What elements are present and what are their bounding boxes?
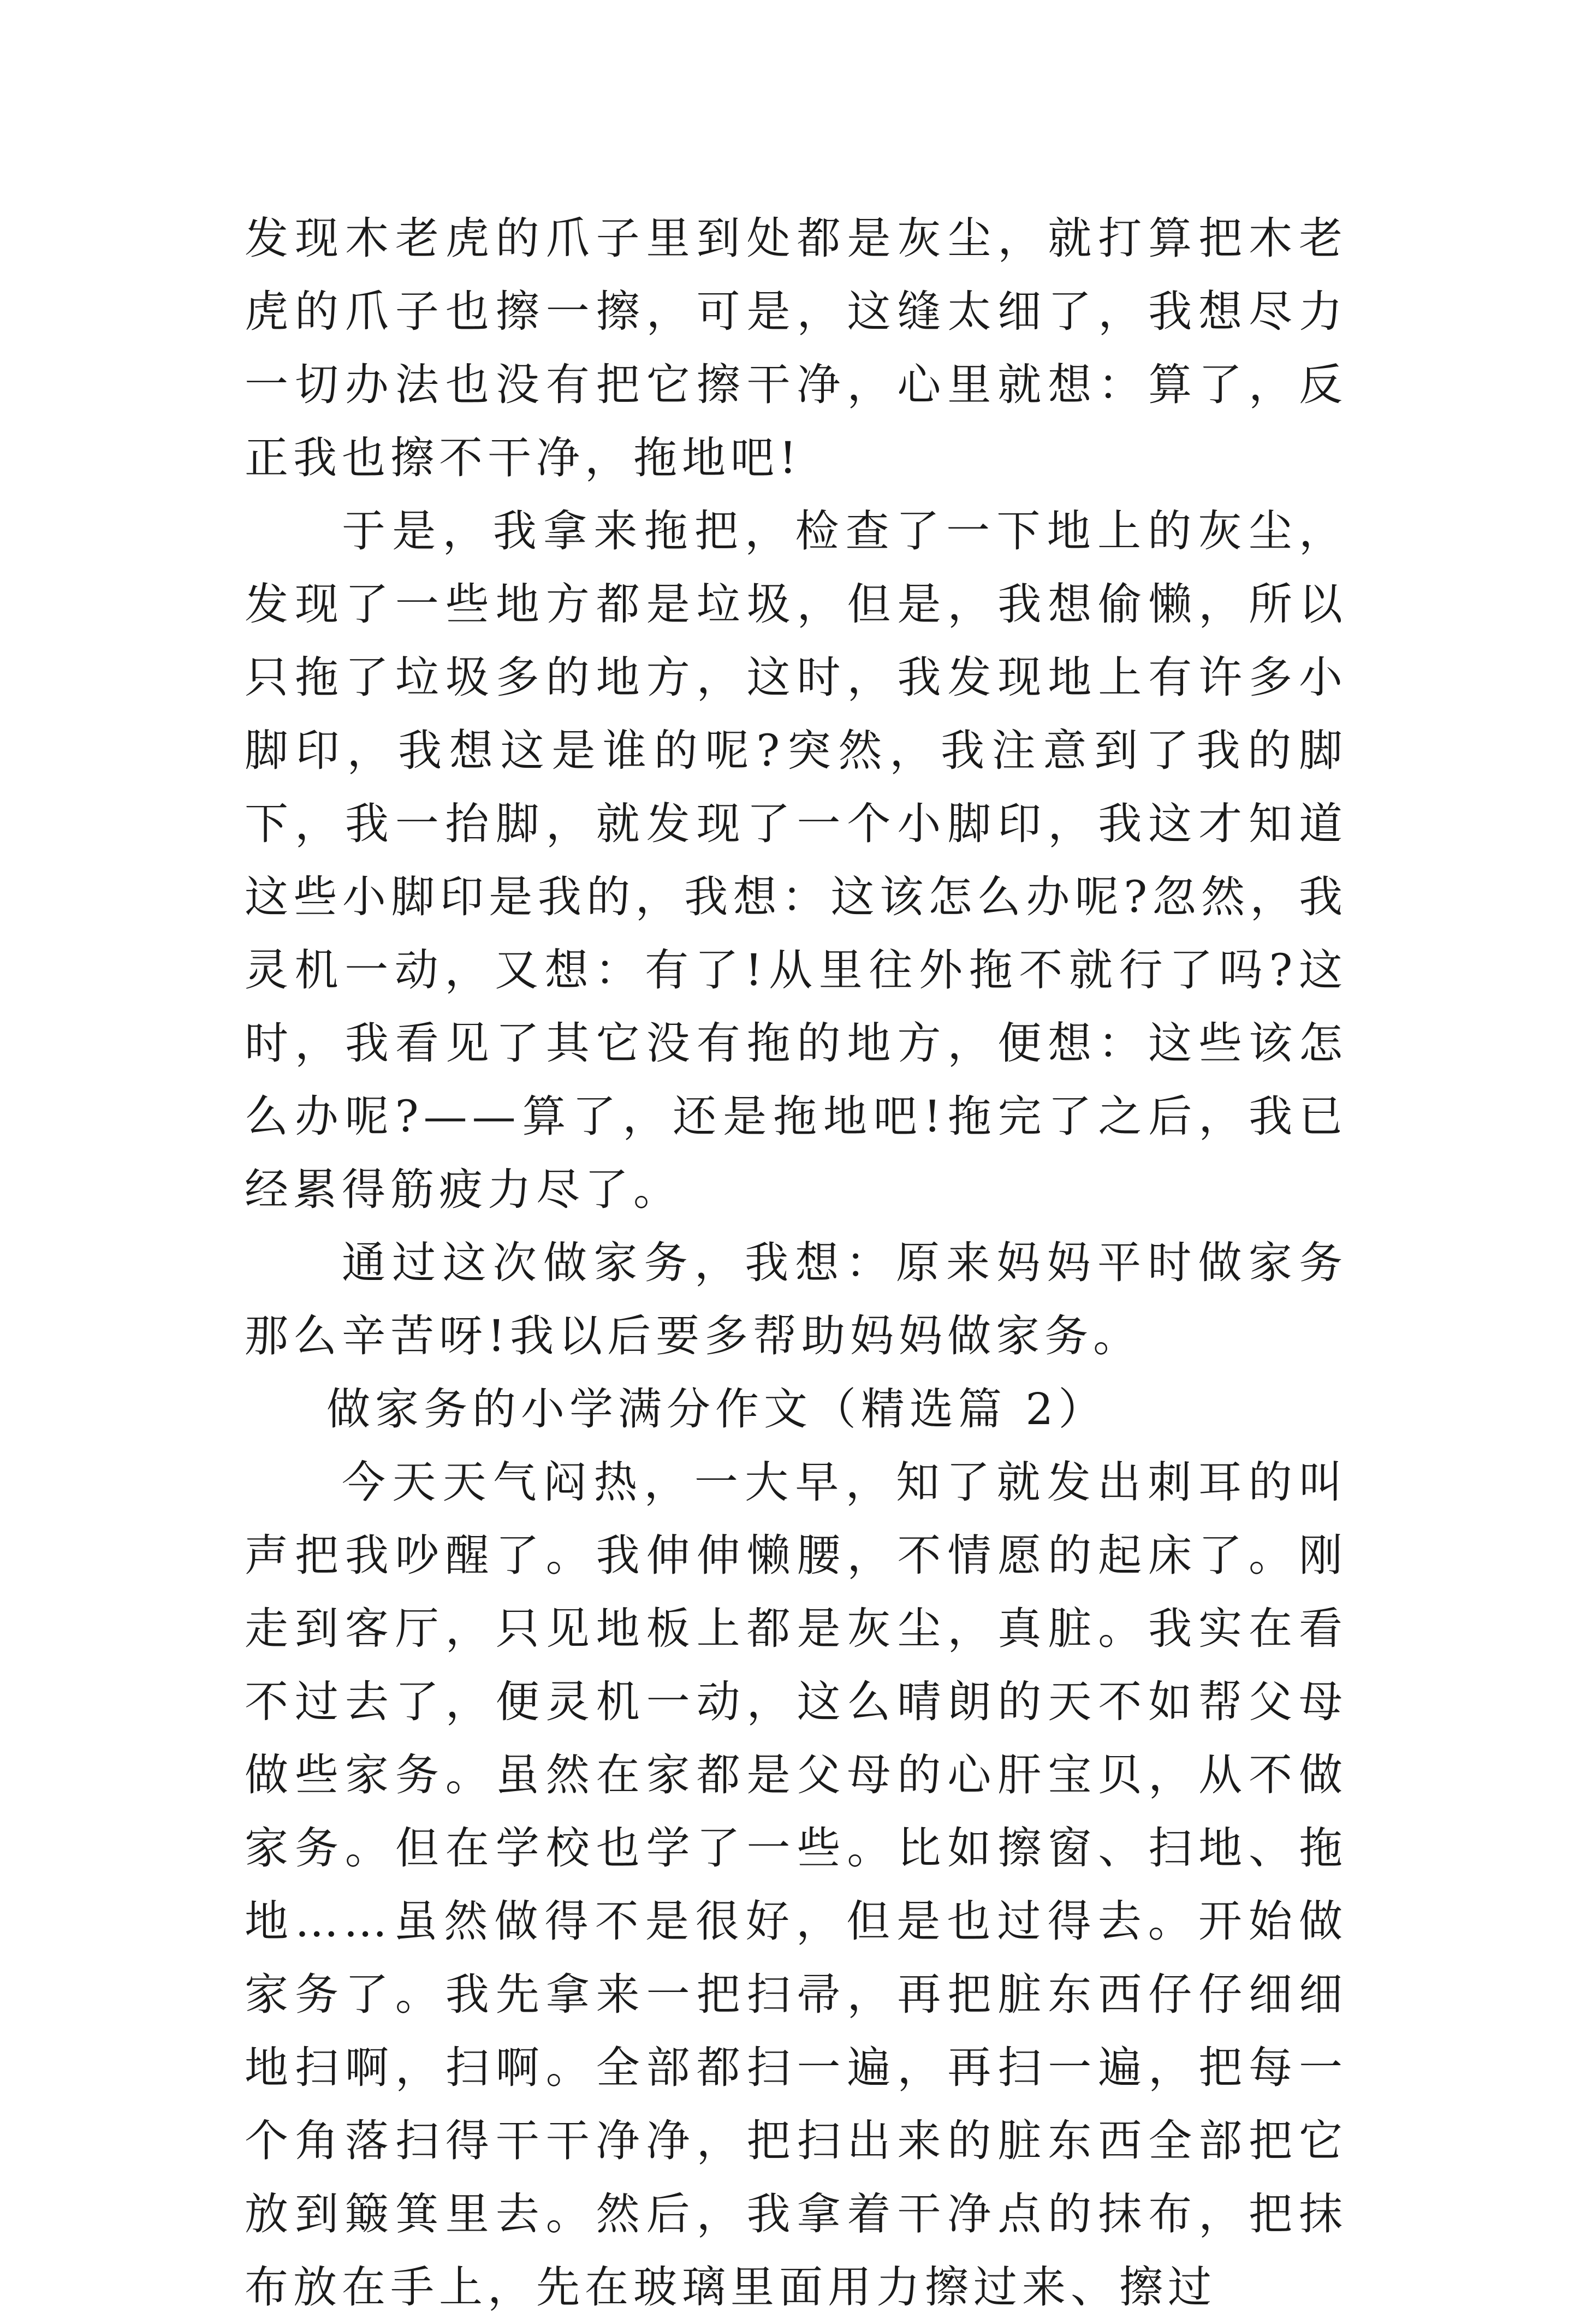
paragraph-essay-2: 今天天气闷热，一大早，知了就发出刺耳的叫声把我吵醒了。我伸伸懒腰，不情愿的起床了。刚走到客厅，只见地板上都是灰尘，真脏。我实在看不过去了，便灵机一动，这么晴朗的天不如帮父母做些家务。虽然在家都是父母的心肝宝贝，从不做家务。但在学校也学了一些。比如擦窗、扫地、拖地……虽然做得不是很好，但是也过得去。开始做家务了。我先拿来一把扫帚，再把脏东西仔仔细细地扫啊，扫啊。全部都扫一遍，再扫一遍，把每一个角落扫得干干净净，把扫出来的脏东西全部把它放到簸箕里去。然后，我拿着干净点的抹布，把抹布放在手上，先在玻璃里面用力擦过来、擦过 xyxy=(245,1457,1347,2313)
section-heading: 做家务的小学满分作文（精选篇 2） xyxy=(326,1384,1107,1434)
paragraph-reflection: 通过这次做家务，我想：原来妈妈平时做家务那么辛苦呀!我以后要多帮助妈妈做家务。 xyxy=(245,1237,1347,1361)
paragraph-mopping: 于是，我拿来拖把，检查了一下地上的灰尘，发现了一些地方都是垃圾，但是，我想偷懒，所以只拖了垃圾多的地方，这时，我发现地上有许多小脚印，我想这是谁的呢?突然，我注意到了我的脚下，我一抬脚，就发现了一个小脚印，我这才知道这些小脚印是我的，我想：这该怎么办呢?忽然，我灵机一动，又想：有了!从里往外拖不就行了吗?这时，我看见了其它没有拖的地方，便想：这些该怎么办呢?——算了，还是拖地吧!拖完了之后，我已经累得筋疲力尽了。 xyxy=(245,506,1347,1215)
paragraph-continued: 发现木老虎的爪子里到处都是灰尘，就打算把木老虎的爪子也擦一擦，可是，这缝太细了，我想尽力一切办法也没有把它擦干净，心里就想：算了，反正我也擦不干净，拖地吧! xyxy=(245,213,1347,483)
document-body xyxy=(245,202,1347,2324)
